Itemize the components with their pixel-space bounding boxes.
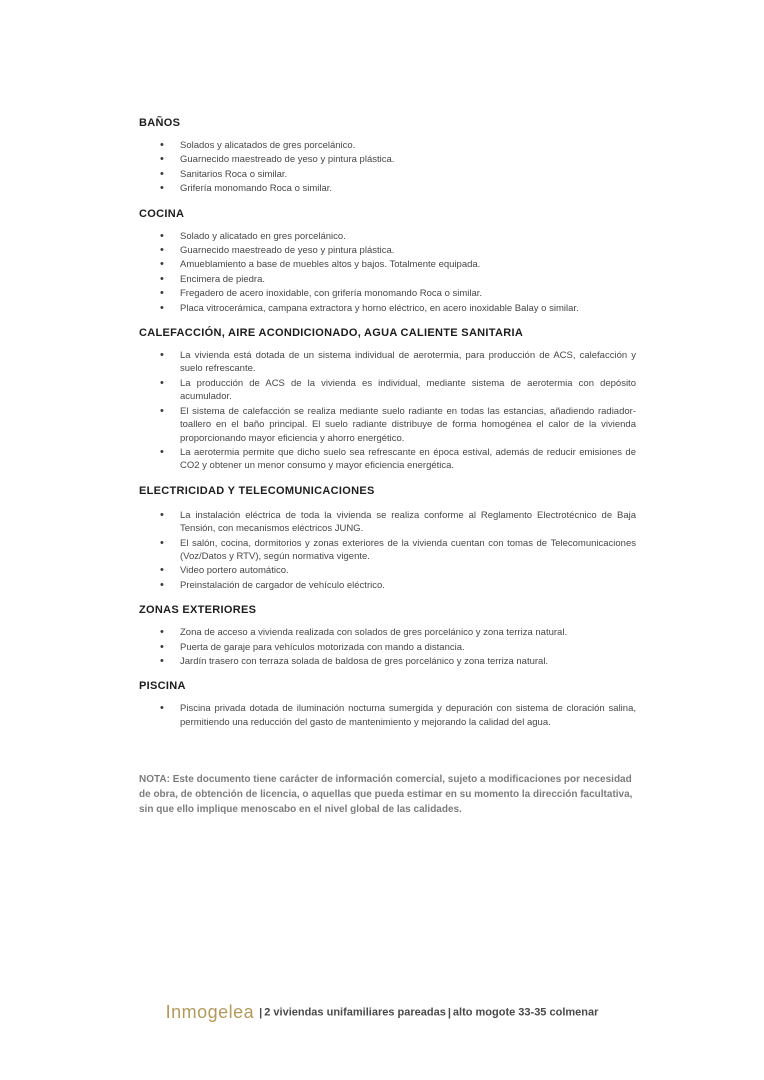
bullet-item: • Sanitarios Roca o similar. <box>139 168 636 181</box>
bullet-item: • El salón, cocina, dormitorios y zonas exteriores de la vivienda cuentan con tomas de Telecomunicaciones (Voz/Datos y RTV), según normativa vigente. <box>139 537 636 564</box>
section-heading: COCINA <box>139 207 185 220</box>
brand-logo-text: Inmogelea <box>165 1002 255 1022</box>
document-section <box>139 485 636 592</box>
bullet-item: • Zona de acceso a vivienda realizada con solados de gres porcelánico y zona terriza natural. <box>139 626 636 639</box>
bullet-item: • Grifería monomando Roca o similar. <box>139 182 636 195</box>
bullet-list <box>139 230 636 315</box>
bullet-item: • Guarnecido maestreado de yeso y pintura plástica. <box>139 153 636 166</box>
document-section <box>139 208 636 315</box>
bullet-list <box>139 349 636 473</box>
note-paragraph: NOTA: Este documento tiene carácter de información comercial, sujeto a modificaciones por necesidad de obra, de obtención de licencia, o aquellas que pueda estimar en su momento la dirección facultativa, sin que ello implique menoscabo en el nivel global de las calidades. <box>139 774 633 815</box>
bullet-item: • La vivienda está dotada de un sistema individual de aerotermia, para producción de ACS, calefacción y suelo refrescante. <box>139 349 636 376</box>
bullet-item: • Encimera de piedra. <box>139 273 636 286</box>
bullet-item: • Preinstalación de cargador de vehículo eléctrico. <box>139 579 636 592</box>
document-section <box>139 117 636 196</box>
bullet-item: • La instalación eléctrica de toda la vivienda se realiza conforme al Reglamento Electrotécnico de Baja Tensión, con mecanismos eléctricos JUNG. <box>139 509 636 536</box>
bullet-item: • Piscina privada dotada de iluminación nocturna sumergida y depuración con sistema de cloración salina, permitiendo una reducción del gasto de mantenimiento y mejorando la calidad del agua. <box>139 702 636 729</box>
bullet-item: • Solados y alicatados de gres porcelánico. <box>139 139 636 152</box>
bullet-item: • Solado y alicatado en gres porcelánico. <box>139 230 636 243</box>
section-heading: CALEFACCIÓN, AIRE ACONDICIONADO, AGUA CALIENTE SANITARIA <box>139 327 524 340</box>
section-heading: BAÑOS <box>139 117 181 129</box>
bullet-item: • Puerta de garaje para vehículos motorizada con mando a distancia. <box>139 641 636 654</box>
bullet-item: • Jardín trasero con terraza solada de baldosa de gres porcelánico y zona terriza natural. <box>139 655 636 668</box>
document-section <box>139 604 636 668</box>
bullet-item: • Guarnecido maestreado de yeso y pintura plástica. <box>139 244 636 257</box>
bullet-item: • Amueblamiento a base de muebles altos y bajos. Totalmente equipada. <box>139 258 636 271</box>
bullet-list <box>139 702 636 729</box>
bullet-item: • El sistema de calefacción se realiza mediante suelo radiante en todas las estancias, añadiendo radiador-toallero en el baño principal. El suelo radiante distribuye de forma homogénea el calor de la vivienda proporcionando mayor eficiencia y ahorro energético. <box>139 405 636 445</box>
document-section <box>139 680 636 729</box>
section-heading: ZONAS EXTERIORES <box>139 604 257 617</box>
footer-separator: | <box>447 1006 451 1019</box>
bullet-item: • Placa vitrocerámica, campana extractora y horno eléctrico, en acero inoxidable Balay o similar. <box>139 302 636 315</box>
footer-location-text: alto mogote 33-35 colmenar <box>452 1006 599 1019</box>
page-footer <box>0 1002 764 1023</box>
bullet-item: • Video portero automático. <box>139 564 636 577</box>
bullet-list <box>139 626 636 668</box>
bullet-item: • La aerotermia permite que dicho suelo sea refrescante en época estival, además de reducir emisiones de CO2 y obtener un menor consumo y mayor eficiencia energética. <box>139 446 636 473</box>
section-heading: PISCINA <box>139 680 186 693</box>
footer-project-text: 2 viviendas unifamiliares pareadas <box>264 1006 446 1019</box>
bullet-list <box>139 139 636 196</box>
document-content <box>139 117 636 741</box>
bullet-item: • La producción de ACS de la vivienda es individual, mediante sistema de aerotermia con depósito acumulador. <box>139 377 636 404</box>
bullet-item: • Fregadero de acero inoxidable, con grifería monomando Roca o similar. <box>139 287 636 300</box>
document-section <box>139 327 636 473</box>
footer-separator: | <box>259 1006 263 1019</box>
bullet-list <box>139 509 636 592</box>
section-heading: ELECTRICIDAD Y TELECOMUNICACIONES <box>139 484 375 497</box>
